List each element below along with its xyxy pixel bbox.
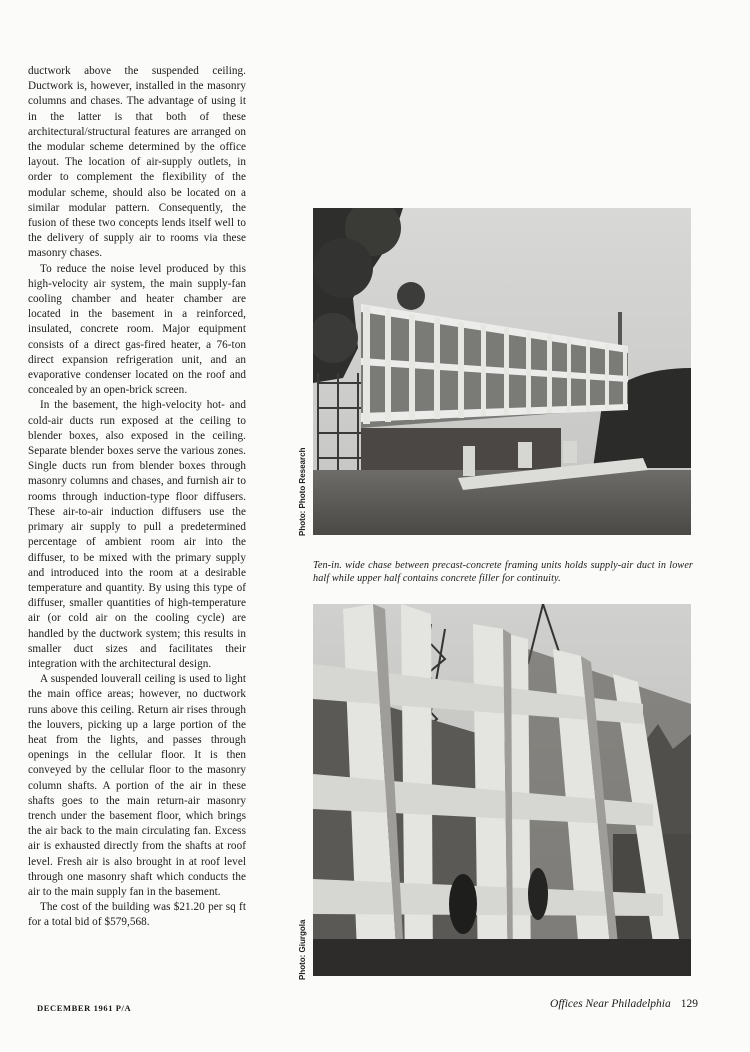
photo-credit-1: Photo: Photo Research [298, 447, 307, 536]
precast-frame-photo [313, 604, 691, 976]
precast-frame-photo-image [313, 604, 691, 976]
paragraph-5: The cost of the building was $21.20 per sq ft for a total bid of $579,568. [28, 901, 246, 929]
page-number: 129 [680, 998, 698, 1010]
construction-photo [313, 208, 691, 535]
body-text-column [28, 64, 246, 931]
construction-photo-image [313, 208, 691, 535]
photo-caption: Ten-in. wide chase between precast-concrete framing units holds supply-air duct in lower half while upper half contains concrete filler for continuity. [313, 560, 693, 584]
paragraph-2: To reduce the noise level produced by this high-velocity air system, the main supply-fan cooling chamber and heater chamber are located in the basement in a reinforced, insulated, concrete room. Major equipment consists of a direct gas-fired heater, a 76-ton direct expansion refrigeration unit, and an evaporative condenser located on the roof and concealed by an open-brick screen. [28, 262, 246, 397]
footer-issue-date: DECEMBER 1961 P/A [37, 1003, 132, 1013]
paragraph-1: ductwork above the suspended ceiling. Ductwork is, however, installed in the masonry columns and chases. The advantage of using it in the latter is that both of these architectural/structural features are arranged on the modular scheme determined by the office layout. The location of air-supply outlets, in order to complement the flexibility of the modular scheme, should also be located on a similar modular pattern. Consequently, the fusion of these two concepts lends itself well to the delivery of supply air to rooms via these masonry chases. [28, 65, 246, 260]
photo-credit-2: Photo: Giurgola [298, 919, 307, 980]
footer-right [550, 998, 698, 1010]
paragraph-4: A suspended louverall ceiling is used to light the main office areas; however, no ductwork runs above this ceiling. Return air rises through the louvers, picking up a large portion of the heat from the lights, and passes through openings in the cellular floor. It is then conveyed by the cellular floor to the masonry column shafts. A portion of the air in these shafts goes to the main return-air masonry trench under the basement floor, which brings the air back to the main circulating fan. Excess air is exhausted directly from the shafts at roof level. Fresh air is also brought in at roof level through one masonry shaft which conducts the air to the main supply fan in the basement. [28, 673, 246, 898]
footer-article-title: Offices Near Philadelphia [550, 998, 671, 1010]
paragraph-3: In the basement, the high-velocity hot- and cold-air ducts run exposed at the ceiling to blender boxes, also exposed in the ceiling. Separate blender boxes serve the various zones. Single ducts run from blender boxes through masonry columns and chases, and furnish air to rooms through induction-type floor diffusers. These air-to-air induction diffusers use the primary air supply to pull a predetermined percentage of ambient room air into the diffuser, to be mixed with the primary supply and introduced into the room at a desirable temperature and quantity. By using this type of diffuser, smaller quantities of high-temperature air (or cold air on the cooling cycle) are handled by the ductwork system; this results in smaller duct sizes and facilitates their integration with the architectural design. [28, 399, 246, 670]
